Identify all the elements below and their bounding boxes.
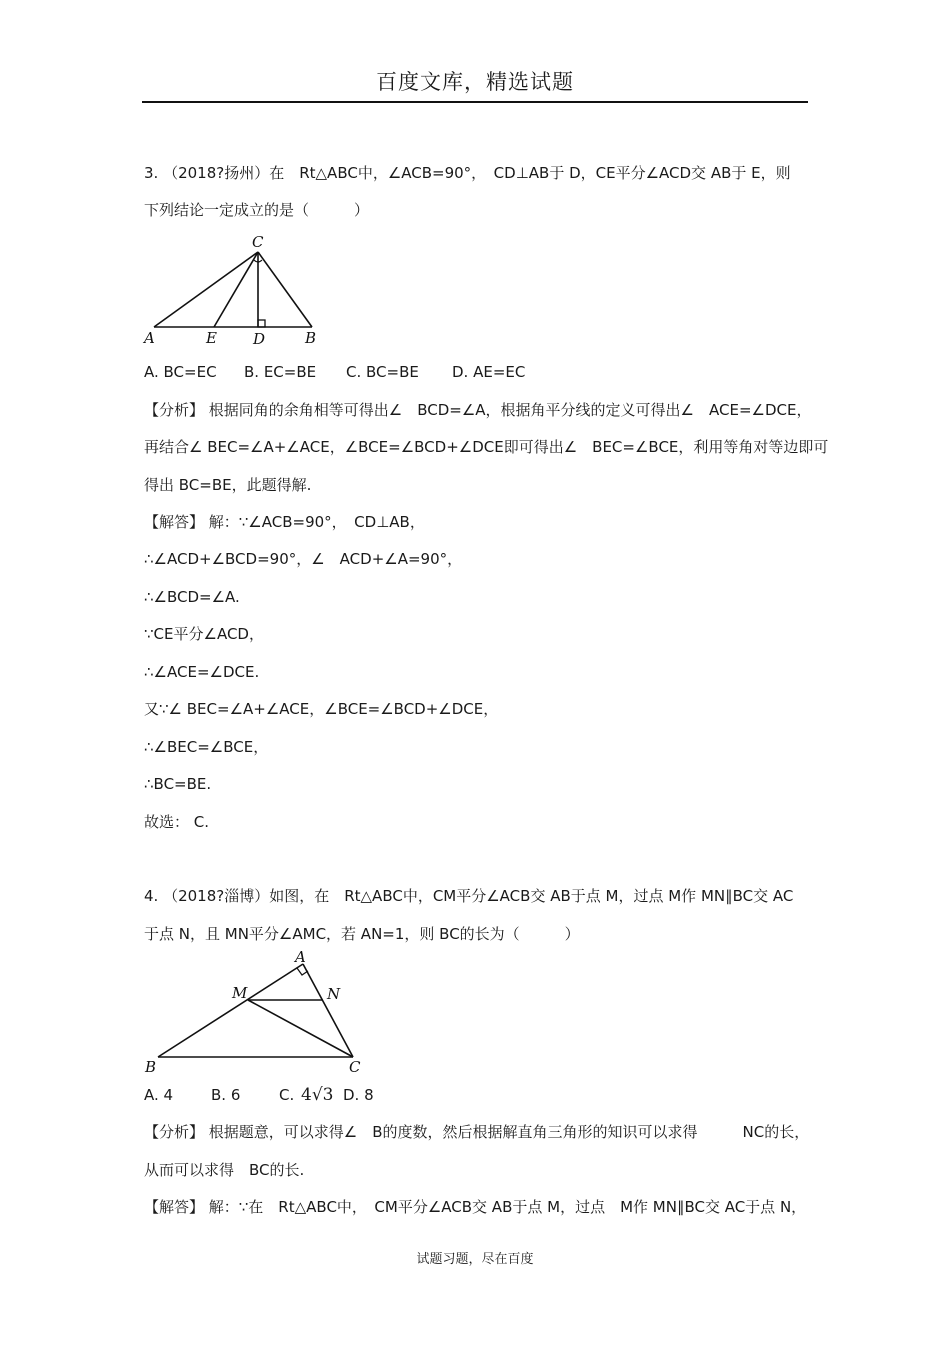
q3-figure (140, 232, 340, 347)
q4-label-A: A (295, 948, 306, 966)
q3-option-c: C. BC=BE (346, 363, 419, 381)
q4-analysis-line2: 从而可以求得 BC的长. (144, 1161, 305, 1179)
q4-option-c-label: C. (279, 1086, 295, 1104)
header-divider (142, 101, 808, 103)
q3-label-E: E (206, 329, 217, 347)
page-header-title: 百度文库，精选试题 (376, 70, 574, 94)
q3-solution-line: 【解答】 解：∵∠ACB=90°， CD⊥AB， (144, 513, 425, 531)
q3-analysis-line3: 得出 BC=BE，此题得解. (144, 476, 312, 494)
q3-segment-CE (214, 252, 258, 327)
q3-solution-line: 故选： C. (144, 813, 210, 831)
q3-option-b: B. EC=BE (244, 363, 317, 381)
q3-solution-line: 又∵∠ BEC=∠A+∠ACE，∠BCE=∠BCD+∠DCE， (144, 700, 499, 718)
q4-side-AB (158, 964, 303, 1057)
q3-label-D: D (253, 330, 266, 347)
q4-stem-line1: 4. （2018?淄博）如图，在 Rt△ABC中，CM平分∠ACB交 AB于点 M，过点 M作 MN∥BC交 AC (144, 887, 794, 905)
q4-figure (140, 948, 372, 1080)
q4-option-c-value: 4√3 (301, 1085, 334, 1105)
q3-analysis-line1: 【分析】 根据同角的余角相等可得出∠ BCD=∠A，根据角平分线的定义可得出∠ ACE=∠DCE， (144, 401, 812, 419)
q3-stem-line2: 下列结论一定成立的是（ ） (144, 201, 370, 219)
q3-options (144, 362, 525, 382)
q3-solution-line: ∴BC=BE. (144, 775, 212, 793)
q3-analysis-line2: 再结合∠ BEC=∠A+∠ACE，∠BCE=∠BCD+∠DCE即可得出∠ BEC=∠BCE，利用等角对等边即可 (144, 438, 829, 456)
q4-analysis-line1: 【分析】 根据题意，可以求得∠ B的度数，然后根据解直角三角形的知识可以求得 NC的长， (144, 1123, 810, 1141)
q3-solution-line: ∴∠BCD=∠A. (144, 588, 240, 606)
q3-option-a: A. BC=EC (144, 363, 217, 381)
q3-right-angle-mark (258, 320, 265, 327)
q4-stem-line2: 于点 N，且 MN平分∠AMC，若 AN=1，则 BC的长为（ ） (144, 925, 580, 943)
page-footer: 试题习题，尽在百度 (416, 1252, 534, 1267)
q4-option-d: D. 8 (343, 1086, 374, 1104)
q3-side-BC (258, 252, 312, 327)
q3-label-C: C (252, 233, 264, 251)
q4-label-N: N (327, 985, 341, 1003)
q4-label-B: B (145, 1058, 157, 1076)
q3-label-B: B (305, 329, 317, 347)
q4-label-C: C (349, 1058, 361, 1076)
q4-option-b: B. 6 (211, 1086, 241, 1104)
q3-side-AC (154, 252, 258, 327)
q3-solution-line: ∴∠ACD+∠BCD=90°，∠ ACD+∠A=90°， (144, 550, 463, 568)
q4-option-a: A. 4 (144, 1086, 174, 1104)
q4-options (144, 1085, 374, 1105)
q3-solution-line: ∴∠BEC=∠BCE， (144, 738, 269, 756)
q3-label-A: A (144, 329, 155, 347)
q4-solution-line1: 【解答】 解：∵在 Rt△ABC中， CM平分∠ACB交 AB于点 M，过点 M作 MN∥BC交 AC于点 N， (144, 1198, 807, 1216)
q4-label-M: M (232, 984, 248, 1002)
q3-stem-line1: 3. （2018?扬州）在 Rt△ABC中，∠ACB=90°， CD⊥AB于 D，CE平分∠ACD交 AB于 E，则 (144, 164, 791, 182)
q3-solution-line: ∵CE平分∠ACD， (144, 625, 264, 643)
q3-option-d: D. AE=EC (452, 363, 526, 381)
q3-solution-line: ∴∠ACE=∠DCE. (144, 663, 260, 681)
